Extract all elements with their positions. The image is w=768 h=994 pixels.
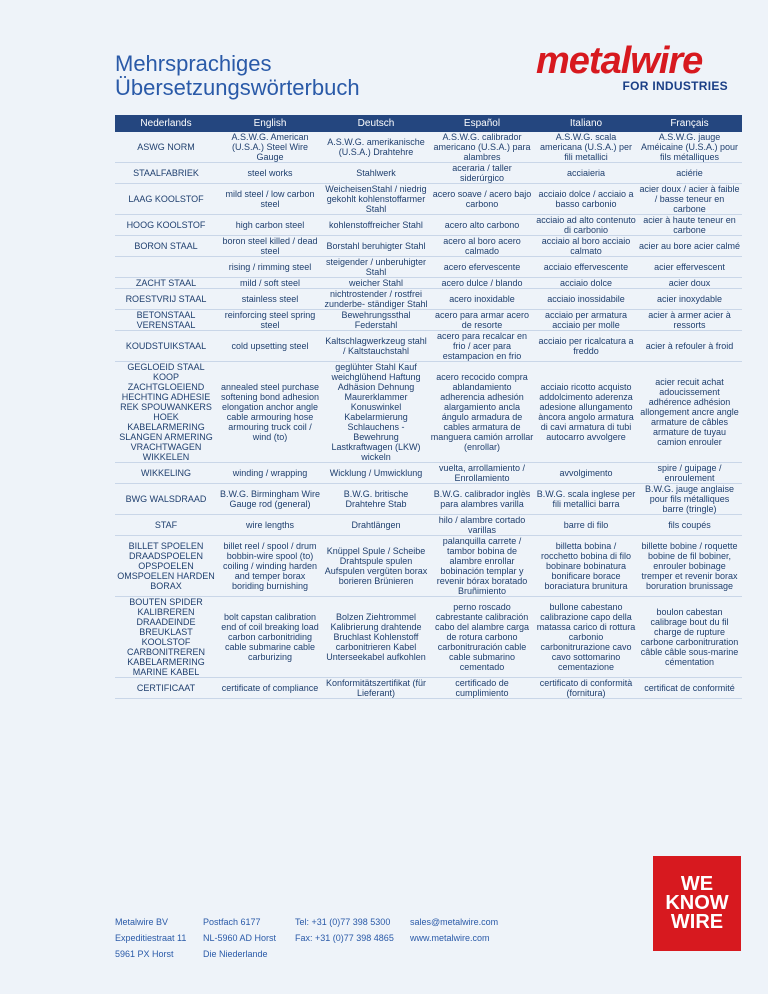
table-cell: spire / guipage / enroulement (637, 463, 742, 484)
table-cell: Stahlwerk (323, 163, 429, 184)
table-cell: weicher Stahl (323, 278, 429, 289)
table-cell: kohlenstoffreicher Stahl (323, 215, 429, 236)
table-cell: billette bobine / roquette bobine de fil bobiner, enrouler bobinage tremper et revenir borax boruration brunissage (637, 536, 742, 597)
table-cell: A.S.W.G. American (U.S.A.) Steel Wire Gauge (217, 132, 323, 163)
table-cell: boron steel killed / dead steel (217, 236, 323, 257)
table-cell: Drahtlängen (323, 515, 429, 536)
table-cell: certificate of compliance (217, 678, 323, 699)
badge-line: KNOW (665, 892, 729, 914)
table-row (115, 597, 742, 678)
logo-wordmark: metalwire (536, 40, 703, 82)
table-cell: acero inoxidable (429, 289, 535, 310)
table-cell: acier au bore acier calmé (637, 236, 742, 257)
table-cell: acero efervescente (429, 257, 535, 278)
table-cell: reinforcing steel spring steel (217, 310, 323, 331)
table-cell: vuelta, arrollamiento / Enrollamiento (429, 463, 535, 484)
table-cell: STAALFABRIEK (115, 163, 217, 184)
we-know-wire-badge (653, 856, 741, 951)
table-cell: LAAG KOOLSTOF (115, 184, 217, 215)
table-cell: BWG WALSDRAAD (115, 484, 217, 515)
table-cell: bolt capstan calibration end of coil breaking load carbon carbonitriding cable submarine cable carburizing (217, 597, 323, 678)
table-cell: acero dulce / blando (429, 278, 535, 289)
table-cell: acier à haute teneur en carbone (637, 215, 742, 236)
table-cell: acero alto carbono (429, 215, 535, 236)
table-cell: fils coupés (637, 515, 742, 536)
table-cell: acciaio ad alto contenuto di carbonio (536, 215, 636, 235)
badge-line: WE (680, 873, 714, 895)
table-cell: acero para recalcar en frio / acer para estampacion en frio (429, 331, 535, 362)
table-row (115, 163, 742, 184)
table-row (115, 132, 742, 163)
column-header: Español (429, 115, 535, 132)
table-cell: WeicheisenStahl / niedrig gekohlt kohlenstoffarmer Stahl (323, 184, 429, 215)
footer-line: Postfach 6177 (203, 917, 261, 927)
table-cell: A.S.W.G. jauge Améicaine (U.S.A.) pour fils métalliques (637, 132, 742, 163)
table-cell: bullone cabestano calibrazione capo della matassa carico di rottura carbonio carbonitrurazione cavo cavo sottomarino cementazione (535, 597, 637, 678)
table-cell: acciaio per armatura acciaio per molle (535, 310, 637, 331)
table-cell: acier doux (637, 278, 742, 289)
dictionary-table (115, 115, 742, 699)
table-row (115, 184, 742, 215)
table-row (115, 236, 742, 257)
table-cell: boulon cabestan calibrage bout du fil charge de rupture carbone carbonitruration câble câble sous-marine cémentation (637, 597, 742, 678)
table-cell: acier recuit achat adoucissement adhérence adhésion allongement ancre angle armature de câbles armature de tuyau camion enrouler (637, 362, 742, 463)
footer-website-link[interactable]: www.metalwire.com (410, 933, 490, 943)
table-cell: certificato di conformità (fornitura) (535, 678, 637, 699)
table-cell: ZACHT STAAL (115, 278, 217, 289)
badge-line: WIRE (670, 911, 724, 933)
table-row (115, 257, 742, 278)
table-cell: A.S.W.G. calibrador americano (U.S.A.) para alambres (429, 132, 535, 163)
table-cell: acciaio dolce (535, 278, 637, 289)
table-cell: GEGLOEID STAAL KOOP ZACHTGLOEIEND HECHTING ADHESIE REK SPOUWANKERS HOEK KABELARMERING SLANGEN ARMERING VRACHTWAGEN WIKKELEN (115, 362, 217, 463)
page-title (115, 52, 360, 100)
table-row (115, 515, 742, 536)
column-header: English (217, 115, 323, 132)
table-cell: winding / wrapping (217, 463, 323, 484)
table-cell: acciaio al boro acciaio calmato (535, 236, 637, 257)
table-cell: high carbon steel (217, 215, 323, 236)
table-cell: BORON STAAL (115, 236, 217, 257)
table-cell: Wicklung / Umwicklung (323, 463, 429, 484)
metalwire-logo (536, 42, 730, 98)
table-cell: annealed steel purchase softening bond adhesion elongation anchor angle cable armouring hose armouring truck coil / wind (to) (217, 362, 323, 463)
table-cell: acciaieria (535, 163, 637, 184)
table-cell: Kaltschlagwerkzeug stahl / Kaltstauchstahl (323, 331, 429, 362)
table-cell: acciaio per ricalcatura a freddo (535, 331, 637, 362)
table-cell: acier doux / acier à faible / basse teneur en carbone (637, 184, 742, 215)
table-cell: palanquilla carrete / tambor bobina de alambre enrollar bobinación templar y revenir bórax boratado Bruñimiento (429, 536, 535, 597)
table-cell: BILLET SPOELEN DRAADSPOELEN OPSPOELEN OMSPOELEN HARDEN BORAX (115, 536, 217, 597)
table-cell: wire lengths (217, 515, 323, 536)
table-cell: acier inoxydable (637, 289, 742, 310)
table-cell: CERTIFICAAT (115, 678, 217, 699)
table-cell: BOUTEN SPIDER KALIBREREN DRAADEINDE BREUKLAST KOOLSTOF CARBONITREREN KABELARMERING MARINE KABEL (115, 597, 217, 678)
table-cell: stainless steel (217, 289, 323, 310)
page-title-line2: Übersetzungswörterbuch (115, 75, 360, 100)
footer-postal (203, 914, 276, 962)
table-cell: avvolgimento (535, 463, 637, 484)
table-row (115, 289, 742, 310)
table-cell: STAF (115, 515, 217, 536)
table-row (115, 463, 742, 484)
table-cell: hilo / alambre cortado varillas (429, 515, 535, 536)
table-cell: mild / soft steel (217, 278, 323, 289)
column-header: Nederlands (115, 115, 217, 132)
table-row (115, 215, 742, 236)
table-cell: KOUDSTUIKSTAAL (115, 331, 217, 362)
footer-line: NL-5960 AD Horst (203, 933, 277, 943)
table-cell: perno roscado cabrestante calibración cabo del alambre carga de rotura carbono carbonitruración cable cable submarino cementado (429, 597, 535, 678)
table-cell: A.S.W.G. amerikanische (U.S.A.) Drahtehre (323, 132, 429, 163)
column-header: Italiano (535, 115, 637, 132)
table-cell: B.W.G. jauge anglaise pour fils métalliques barre (tringle) (637, 484, 742, 515)
table-header-row (115, 115, 742, 132)
table-cell: aciérie (637, 163, 742, 184)
footer-line: 5961 PX Horst (115, 949, 174, 959)
footer-web (410, 914, 498, 946)
table-cell: acier effervescent (637, 257, 742, 278)
table-row (115, 362, 742, 463)
table-row (115, 278, 742, 289)
table-row (115, 484, 742, 515)
table-cell: Konformitätszertifikat (für Lieferant) (323, 678, 429, 699)
table-cell: acier à armer acier à ressorts (637, 310, 742, 331)
table-cell: steigender / unberuhigter Stahl (323, 257, 429, 278)
table-cell: BETONSTAAL VERENSTAAL (115, 310, 217, 331)
table-cell: acciaio inossidabile (535, 289, 637, 310)
table-cell: mild steel / low carbon steel (217, 184, 323, 215)
table-cell: aceraria / taller siderúrgico (429, 163, 535, 184)
table-cell: certificat de conformité (637, 678, 742, 699)
footer-line: Tel: +31 (0)77 398 5300 (295, 917, 391, 927)
table-body (115, 132, 742, 699)
footer-line: Metalwire BV (115, 917, 169, 927)
footer-line: Die Niederlande (203, 949, 268, 959)
footer-email-link[interactable]: sales@metalwire.com (410, 917, 499, 927)
table-cell: cold upsetting steel (217, 331, 323, 362)
table-cell: A.S.W.G. scala americana (U.S.A.) per fili metallici (535, 132, 637, 163)
table-row (115, 310, 742, 331)
table-cell: certificado de cumplimiento (429, 678, 535, 699)
table-cell: Bewehrungssthal Federstahl (323, 310, 429, 331)
table-cell: acero soave / acero bajo carbono (429, 184, 535, 215)
table-cell: Knüppel Spule / Scheibe Drahtspule spulen Aufspulen vergüten borax borieren Brünieren (323, 536, 429, 597)
table-cell: nichtrostender / rostfrei zunderbe- ständiger Stahl (324, 289, 428, 309)
table-cell: steel works (217, 163, 323, 184)
table-cell: acero para armar acero de resorte (429, 310, 535, 331)
table-cell: acier à refouler à froid (637, 331, 742, 362)
table-cell: acero al boro acero calmado (429, 236, 535, 257)
table-cell: ASWG NORM (115, 132, 217, 163)
table-cell: billet reel / spool / drum bobbin-wire spool (to) coiling / winding harden and temper borax boriding burnishing (217, 536, 323, 597)
table-cell: WIKKELING (115, 463, 217, 484)
table-cell: HOOG KOOLSTOF (115, 215, 217, 236)
footer-line: Expeditiestraat 11 (115, 933, 187, 943)
table-cell (115, 257, 217, 278)
table-cell: billetta bobina / rocchetto bobina di filo bobinare bobinatura bonificare borace boraciatura brunitura (535, 536, 637, 597)
table-cell: ROESTVRIJ STAAL (115, 289, 217, 310)
page-title-line1: Mehrsprachiges (115, 51, 272, 76)
table-cell: acciaio effervescente (535, 257, 637, 278)
table-cell: acciaio dolce / acciaio a basso carbonio (535, 184, 637, 215)
column-header: Français (637, 115, 742, 132)
table-cell: acero recocido compra ablandamiento adherencia adhesión alargamiento ancla ángulo armadura de cables armatura de manguera camión arrollar (enrollar) (429, 362, 535, 463)
table-row (115, 331, 742, 362)
table-cell: Borstahl beruhigter Stahl (323, 236, 429, 257)
table-row (115, 536, 742, 597)
logo-tagline: FOR INDUSTRIES (622, 79, 728, 93)
table-cell: acciaio ricotto acquisto addolcimento aderenza adesione allungamento àncora angolo armatura di cavi armatura di tubi autocarro avvolgere (535, 362, 637, 463)
table-cell: B.W.G. britische Drahtehre Stab (323, 484, 429, 515)
table-cell: rising / rimming steel (217, 257, 323, 278)
footer-line: Fax: +31 (0)77 398 4865 (295, 933, 394, 943)
column-header: Deutsch (323, 115, 429, 132)
table-cell: Bolzen Ziehtrommel Kalibrierung drahtende Bruchlast Kohlenstoff carbonitrieren Kabel Unterseekabel aufkohlen (323, 597, 429, 678)
table-cell: geglühter Stahl Kauf weichglühend Haftung Adhäsion Dehnung Maurerklammer Konuswinkel Kabelarmierung Schlauchens - Bewehrung Lastkraftwagen (LKW) wickeln (323, 362, 429, 463)
table-cell: barre di filo (535, 515, 637, 536)
footer-address (115, 914, 186, 962)
table-row (115, 678, 742, 699)
footer-phone (295, 914, 394, 946)
table-cell: B.W.G. calibrador inglès para alambres varilla (429, 484, 535, 515)
table-cell: B.W.G. scala inglese per fili metallici barra (535, 484, 637, 515)
table-cell: B.W.G. Birmingham Wire Gauge rod (general) (217, 484, 323, 515)
